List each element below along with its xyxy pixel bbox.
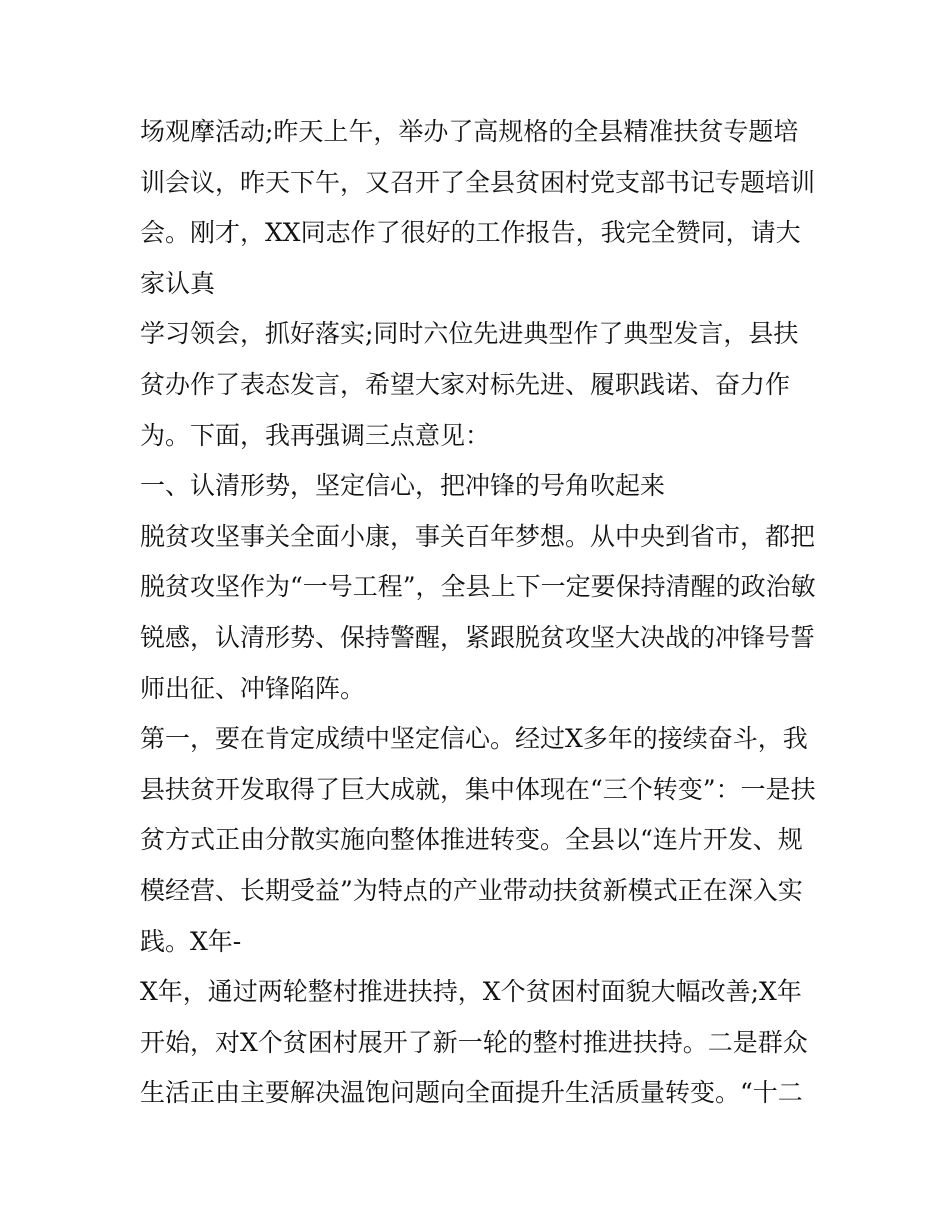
text-line: 第一，要在肯定成绩中坚定信心。经过X多年的接续奋斗，我 (140, 724, 808, 754)
text-line: 贫办作了表态发言，希望大家对标先进、履职践诺、奋力作 (140, 369, 791, 399)
text-line: 家认真 (140, 268, 216, 298)
document-body (140, 107, 830, 1119)
text-line: 会。刚才，XX同志作了很好的工作报告，我完全赞同，请大 (140, 218, 801, 248)
text-line: 模经营、长期受益”为特点的产业带动扶贫新模式正在深入实 (140, 875, 803, 905)
text-line: 贫方式正由分散实施向整体推进转变。全县以“连片开发、规 (140, 825, 803, 855)
text-line: 开始，对X个贫困村展开了新一轮的整村推进扶持。二是群众 (140, 1027, 808, 1057)
text-line: 践。X年- (140, 926, 242, 956)
section-heading: 一、认清形势，坚定信心，把冲锋的号角吹起来 (140, 471, 666, 501)
text-line: 生活正由主要解决温饱问题向全面提升生活质量转变。“十二 (140, 1078, 803, 1108)
text-line: 师出征、冲锋陷阵。 (140, 673, 366, 703)
text-line: 为。下面，我再强调三点意见： (140, 420, 491, 450)
text-line: 场观摩活动;昨天上午，举办了高规格的全县精准扶贫专题培 (140, 117, 799, 146)
text-line: 锐感，认清形势、保持警醒，紧跟脱贫攻坚大决战的冲锋号誓 (140, 622, 816, 652)
text-line: 训会议，昨天下午，又召开了全县贫困村党支部书记专题培训 (140, 167, 816, 197)
text-line: 县扶贫开发取得了巨大成就，集中体现在“三个转变”：一是扶 (140, 774, 816, 804)
text-line: 脱贫攻坚作为“一号工程”，全县上下一定要保持清醒的政治敏 (140, 572, 816, 602)
text-line: X年，通过两轮整村推进扶持，X个贫困村面貌大幅改善;X年 (140, 977, 802, 1007)
text-line: 学习领会，抓好落实;同时六位先进典型作了典型发言，县扶 (140, 319, 799, 349)
text-line: 脱贫攻坚事关全面小康，事关百年梦想。从中央到省市，都把 (140, 521, 816, 551)
